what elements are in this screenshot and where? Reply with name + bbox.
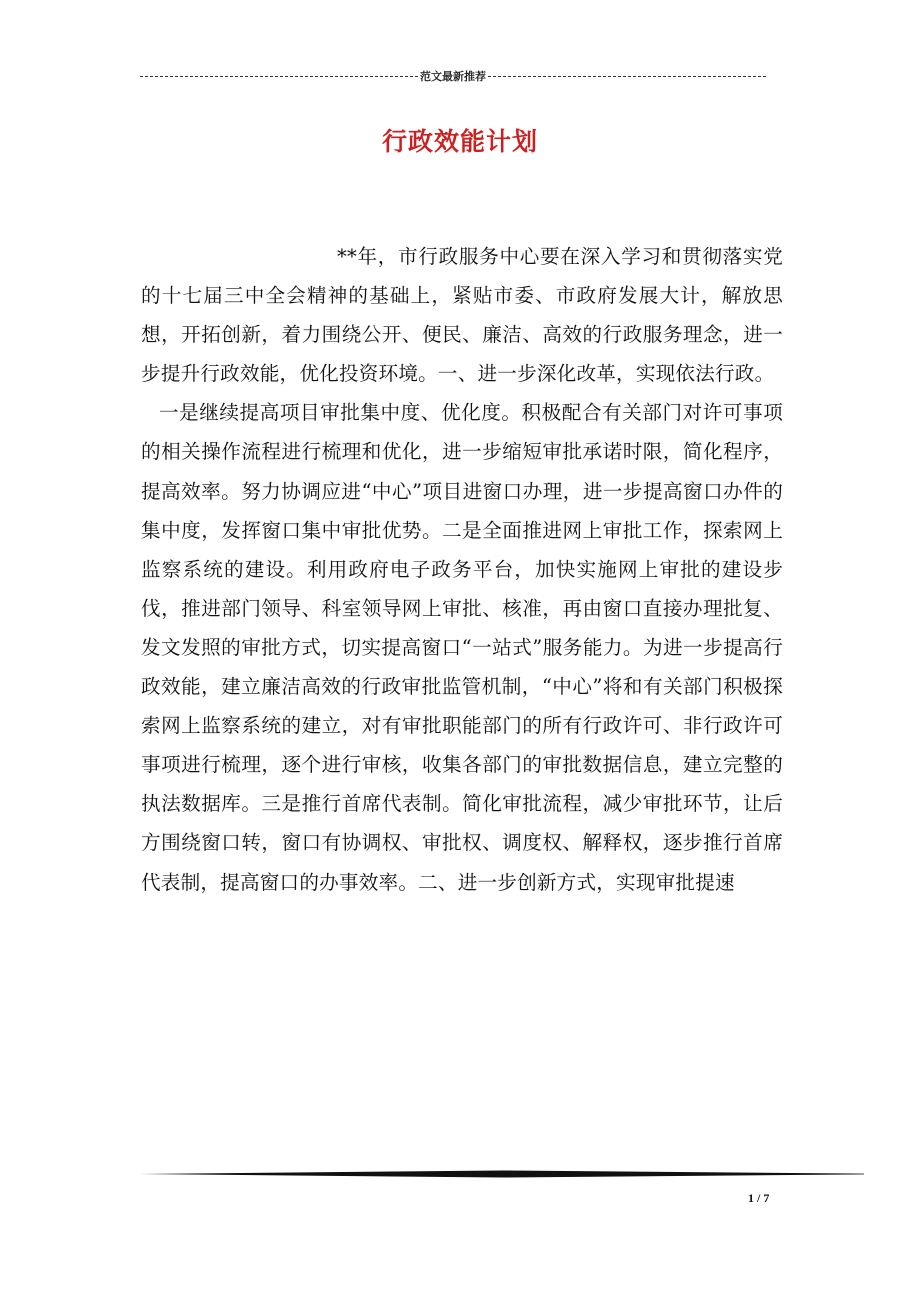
header-label: 范文最新推荐: [420, 71, 486, 83]
header-dash-right: [488, 76, 766, 77]
body-paragraph: **年，市行政服务中心要在深入学习和贯彻落实党的十七届三中全会精神的基础上，紧贴市委、市政府发展大计，解放思想，开拓创新，着力围绕公开、便民、廉洁、高效的行政服务理念，进一步提升行政效能，优化投资环境。一、进一步深化改革，实现依法行政。: [141, 245, 783, 386]
document-body: [141, 237, 783, 902]
footer-rule: [140, 1170, 864, 1178]
document-title: 行政效能计划: [381, 127, 538, 156]
header-rule: [140, 66, 766, 86]
page-number: 1 / 7: [748, 1191, 770, 1205]
header-dash-left: [140, 76, 418, 77]
body-paragraph: 一是继续提高项目审批集中度、优化度。积极配合有关部门对许可事项的相关操作流程进行梳理和优化，进一步缩短审批承诺时限，简化程序，提高效率。努力协调应进“中心”项目进窗口办理，进一步提高窗口办件的集中度，发挥窗口集中审批优势。二是全面推进网上审批工作，探索网上监察系统的建设。利用政府电子政务平台，加快实施网上审批的建设步伐，推进部门领导、科室领导网上审批、核准，再由窗口直接办理批复、发文发照的审批方式，切实提高窗口“一站式”服务能力。为进一步提高行政效能，建立廉洁高效的行政审批监管机制，“中心”将和有关部门积极探索网上监察系统的建立，对有审批职能部门的所有行政许可、非行政许可事项进行梳理，逐个进行审核，收集各部门的审批数据信息，建立完整的执法数据库。三是推行首席代表制。简化审批流程，减少审批环节，让后方围绕窗口转，窗口有协调权、审批权、调度权、解释权，逐步推行首席代表制，提高窗口的办事效率。二、进一步创新方式，实现审批提速: [141, 401, 783, 894]
